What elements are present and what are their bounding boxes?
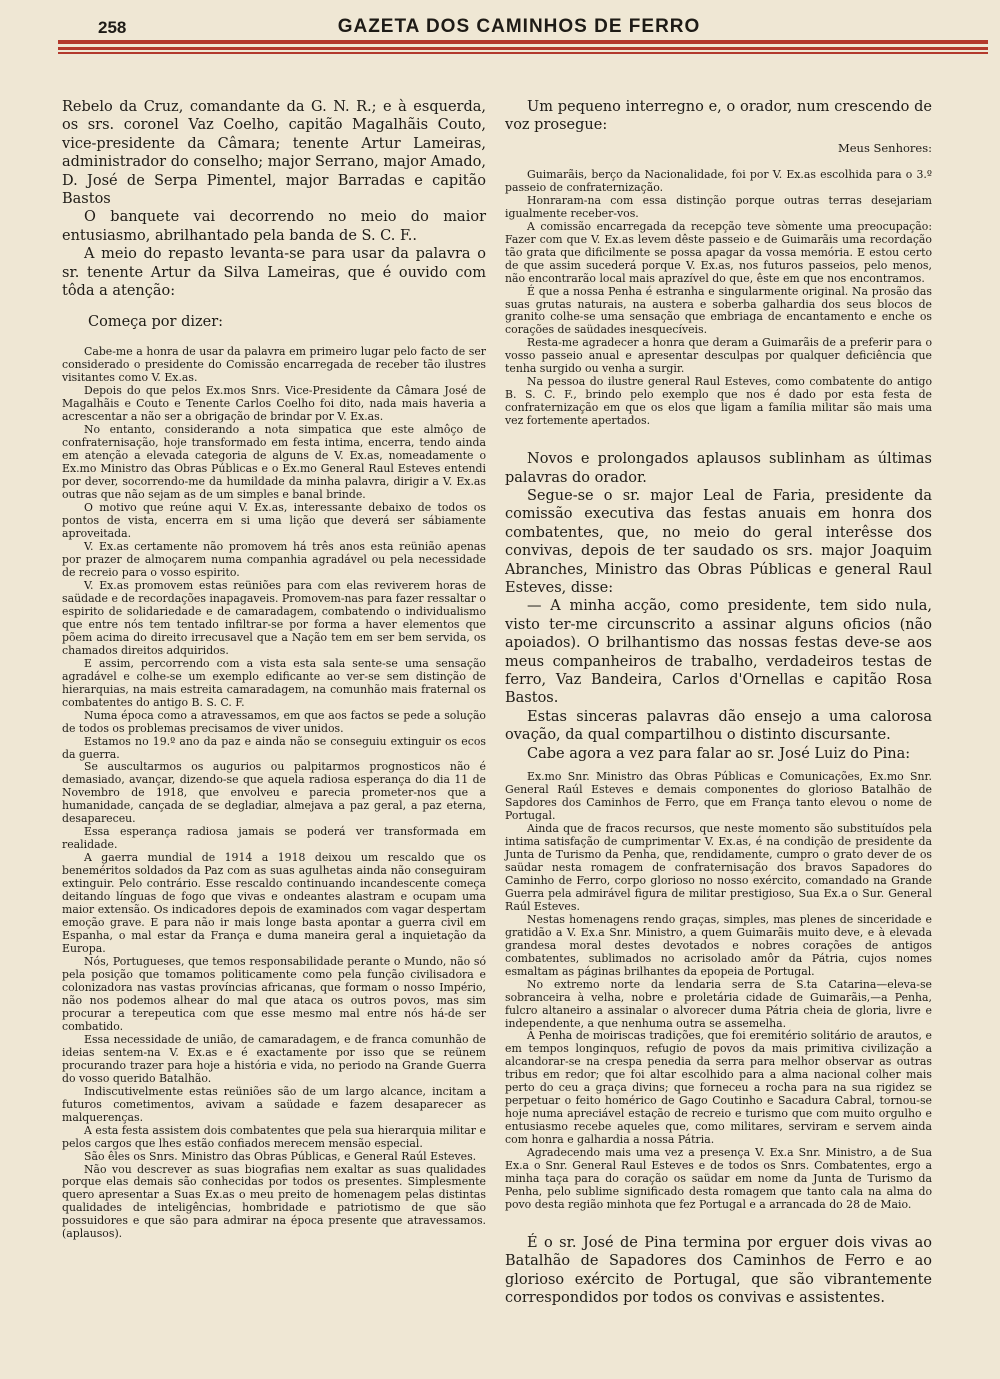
speech-paragraph: No entanto, considerando a nota simpatica que este almôço de confraternisação, hoje transformado em festa intima, encerra, tendo ainda em atenção a elevada categoria de alguns de V. Ex.as, nomeadamente o Ex.mo Ministro das Obras Públicas e o Ex.mo General Raul Esteves entendi por dever, socorrendo-me da humildade da minha palavra, dirigir a V. Ex.as outras que não sejam as de um simples e banal brinde. (62, 423, 486, 502)
narrative-paragraph: Segue-se o sr. major Leal de Faria, presidente da comissão executiva das festas anuais em honra dos combatentes, que, no meio do geral interêsse dos convivas, depois de ter saudado os srs. major Joaquim Abranches, Ministro das Obras Públicas e general Raul Esteves, disse: (505, 488, 932, 597)
comeca-heading: Começa por dizer: (88, 314, 224, 331)
speech-paragraph: A Penha de moiriscas tradições, que foi eremitério solitário de arautos, e em tempos longinquos, refugio de povos da mais primitiva civilização a alcandorar-se na crespa penedia da serra para melhor observar as outras tribus em redor; que foi altar escolhido para a alma nacional colher mais perto do ceu a graça divins; que forneceu a rocha para na sua rigidez se perpetuar o feito homérico de Gago Coutinho e Sacadura Cabral, tornou-se hoje numa apreciável estação de recreio e turismo que com muito orgulho e entusiasmo recebe aqueles que, como militares, serviram e servem ainda com honra e galhardia a nossa Pátria. (505, 1029, 932, 1147)
speech-paragraph: No extremo norte da lendaria serra de S.ta Catarina—eleva-se sobranceira à velha, nobre e proletária cidade de Guimarãis,—a Penha, fulcro altaneiro a assinalar o alvorecer duma Pátria cheia de gloria, livre e independente, a que nenhuma outra se assemelha. (505, 977, 932, 1030)
speech-paragraph: Estamos no 19.º ano da paz e ainda não se conseguiu extinguir os ecos da guerra. (62, 734, 486, 761)
salutation: Meus Senhores: (837, 140, 932, 155)
speech-paragraph: O motivo que reúne aqui V. Ex.as, interessante debaixo de todos os pontos de vista, encerra em si uma lição que deverá ser sábiamente aproveitada. (62, 501, 486, 541)
left-intro-paragraph: Rebelo da Cruz, comandante da G. N. R.; e à esquerda, os srs. coronel Vaz Coelho, capitão Magalhãis Couto, vice-presidente da Câmara; tenente Artur Lameiras, administrador do conselho; major Serrano, major Amado, D. José de Serpa Pimentel, major Barradas e capitão Bastos (62, 99, 486, 208)
speech-paragraph: Numa época como a atravessamos, em que aos factos se pede a solução de todos os problemas precisamos de viver unidos. (62, 708, 486, 735)
speech-paragraph: Depois do que pelos Ex.mos Snrs. Vice-Presidente da Câmara José de Magalhãis e Couto e Tenente Carlos Coelho foi dito, nada mais haveria a acrescentar a não ser a obrigação de brindar por V. Ex.as. (62, 384, 486, 424)
narrative-paragraph: Estas sinceras palavras dão ensejo a uma calorosa ovação, da qual compartilhou o distinto discursante. (505, 708, 932, 744)
right-column (505, 98, 932, 1308)
speech-paragraph: É que a nossa Penha é estranha e singularmente original. Na prosão das suas grutas naturais, na austera e soberba galhardia dos seus blocos de granito colhe-se uma sensação que embriaga de encantamento e enche os corações de saüdades inesquecíveis. (505, 284, 932, 337)
speech-paragraph: Ainda que de fracos recursos, que neste momento são substituídos pela intima satisfação de cumprimentar V. Ex.as, é na condição de presidente da Junta de Turismo da Penha, que, rendidamente, cumpro o grato dever de os saüdar nesta romagem de confraternisação dos bravos Sapadores do Caminho de Ferro, corpo glorioso no nosso exército, comandado na Grande Guerra pela admirável figura de militar prestigioso, Sua Ex.a o Sur. General Raúl Esteves. (505, 821, 932, 913)
speech-paragraph: Resta-me agradecer a honra que deram a Guimarãis de a preferir para o vosso passeio anual e apresentar desculpas por qualquer deficiência que tenha surgido ou venha a surgir. (505, 336, 932, 376)
journal-title: GAZETA DOS CAMINHOS DE FERRO (337, 16, 701, 37)
speech-paragraph: Na pessoa do ilustre general Raul Esteves, como combatente do antigo B. S. C. F., brindo pelo exemplo que nos é dado por esta festa de confraternização em que os elos que ligam a família militar são mais uma vez fortemente apertados. (505, 375, 932, 428)
speech-paragraph: Não vou descrever as suas biografias nem exaltar as suas qualidades porque elas demais são conhecidas por todos os presentes. Simplesmente quero apresentar a Suas Ex.as o meu preito de homenagem pelas distintas qualidades de inteligências, hombridade e patriotismo de que são possuidores e que são para admirar na época presente que atravessamos. (aplausos). (62, 1162, 486, 1241)
speech-paragraph: Agradecendo mais uma vez a presença V. Ex.a Snr. Ministro, a de Sua Ex.a o Snr. General Raul Esteves e de todos os Snrs. Combatentes, ergo a minha taça para do coração os saüdar em nome da Junta de Turismo da Penha, pelo sublime significado desta romagem que tanto cala na alma do povo desta região minhota que fez Portugal e a arrancada do 28 de Maio. (505, 1146, 932, 1212)
page-number: 258 (98, 18, 127, 37)
right-intro-paragraph: Um pequeno interregno e, o orador, num crescendo de voz prosegue: (505, 99, 932, 134)
speech-paragraph: Honraram-na com essa distinção porque outras terras desejariam igualmente receber-vos. (505, 193, 932, 220)
speech-paragraph: Essa esperança radiosa jamais se poderá ver transformada em realidade. (62, 825, 486, 852)
speech-paragraph: Indiscutivelmente estas reüniões são de um largo alcance, incitam a futuros cometimentos, avivam a saüdade e fazem desaparecer as malquerenças. (62, 1084, 486, 1124)
narrative-paragraph: Cabe agora a vez para falar ao sr. José Luiz do Pina: (527, 745, 911, 762)
left-intro-paragraph: A meio do repasto levanta-se para usar da palavra o sr. tenente Artur da Silva Lameiras, que é ouvido com tôda a atenção: (62, 246, 486, 300)
speech-paragraph: Se auscultarmos os augurios ou palpitarmos prognosticos não é demasiado, avançar, dizendo-se que aquela radiosa esperança do dia 11 de Novembro de 1918, que envolveu e parecia prometer-nos que a humanidade, cançada de se degladiar, almejava a paz geral, a paz eterna, desapareceu. (62, 760, 486, 826)
header-rule-top (58, 40, 988, 44)
speech-paragraph: V. Ex.as promovem estas reüniões para com elas reviverem horas de saüdade e de recordações inapagaveis. Promovem-nas para fazer ressaltar o espirito de solidariedade e de camaradagem, combatendo o individualismo que entre nós tem tentado infiltrar-se por forma a haver elementos que põem acima do direito irrecusavel que a Nação tem em ser bem servida, os chamados direitos adquiridos. (62, 578, 486, 657)
narrative-paragraph: Novos e prolongados aplausos sublinham as últimas palavras do orador. (505, 451, 932, 486)
speech-paragraph: A comissão encarregada da recepção teve sòmente uma preocupação: Fazer com que V. Ex.as levem dêste passeio e de Guimarãis uma recordação tão grata que dificilmente se possa apagar da vossa memória. E estou certo de que assim sucederá porque V. Ex.as, nos futuros passeios, pelo menos, não encontrarão local mais aprazível do que, êste em que nos encontramos. (505, 219, 932, 285)
speech-paragraph: A gaerra mundial de 1914 a 1918 deixou um rescaldo que os beneméritos soldados da Paz com as suas agulhetas ainda não conseguiram extinguir. Pelo contrário. Esse rescaldo continuando incandescente começa deitando línguas de fogo que vivas e ondeantes alastram e ocupam uma maior extensão. Os indicadores depois de examinados com vagar despertam emoção grave. E para não ir mais longe basta apontar a guerra civil em Espanha, o mal estar da França e duma maneira geral a inquietação da Europa. (62, 851, 486, 956)
speech-paragraph: E assim, percorrendo com a vista esta sala sente-se uma sensação agradável e colhe-se um exemplo edificante ao ver-se sem distinção de hierarquias, na mais estreita camaradagem, na comunhão mais fraternal os combatentes do antigo B. S. C. F. (62, 656, 486, 709)
speech-paragraph: Guimarãis, berço da Nacionalidade, foi por V. Ex.as escolhida para o 3.º passeio de confraternização. (505, 167, 932, 194)
closing-paragraph: É o sr. José de Pina termina por erguer dois vivas ao Batalhão de Sapadores dos Caminhos de Ferro e ao glorioso exército de Portugal, que são vibrantemente correspondidos por todos os convivas e assistentes. (505, 1235, 932, 1307)
speech-paragraph: Nestas homenagens rendo graças, simples, mas plenes de sinceridade e gratidão a V. Ex.a Snr. Ministro, a quem Guimarãis muito deve, e à elevada grandesa moral destes devotados e nobres corações de antigos combatentes, sublimados no acrisolado amôr da Pátria, cujos nomes esmaltam as páginas brilhantes da epopeia de Portugal. (505, 912, 932, 978)
speech-paragraph: V. Ex.as certamente não promovem há três anos esta reünião apenas por prazer de almoçarem numa companhia agradável ou pela necessidade de recreio para o vosso espirito. (62, 540, 486, 579)
header-rule-middle (58, 47, 988, 50)
speech-paragraph: A esta festa assistem dois combatentes que pela sua hierarquia militar e pelos cargos que lhes estão confiados merecem mensão especial. (62, 1123, 486, 1150)
speech-paragraph: Cabe-me a honra de usar da palavra em primeiro lugar pelo facto de ser considerado o presidente do Comissão encarregada de receber tão ilustres visitantes como V. Ex.as. (62, 345, 486, 385)
speech-paragraph: Ex.mo Snr. Ministro das Obras Públicas e Comunicações, Ex.mo Snr. General Raúl Esteves e demais componentes do glorioso Batalhão de Sapdores dos Caminhos de Ferro, que em França tanto elevou o nome de Portugal. (505, 770, 932, 822)
header-rule-bottom (58, 52, 988, 54)
left-intro-paragraph: O banquete vai decorrendo no meio do maior entusiasmo, abrilhantado pela banda de S. C. F.. (62, 209, 486, 244)
speech-paragraph: Nós, Portugueses, que temos responsabilidade perante o Mundo, não só pela posição que tomamos politicamente como pela função civilisadora e colonizadora nas vastas províncias africanas, que formam o nosso Império, não nos podemos alhear do mal que ataca os outros povos, mas sim procurar a terepeutica com que esse mesmo mal entre nós há-de ser combatido. (62, 955, 486, 1033)
speech-paragraph: São êles os Snrs. Ministro das Obras Públicas, e General Raúl Esteves. (84, 1149, 477, 1163)
narrative-paragraph: — A minha acção, como presidente, tem sido nula, visto ter-me circunscrito a assinar alguns oficios (não apoiados). O brilhantismo das nossas festas deve-se aos meus companheiros de trabalho, verdadeiros testas de ferro, Vaz Bandeira, Carlos d'Ornellas e capitão Rosa Bastos. (505, 598, 932, 707)
speech-paragraph: Essa necessidade de união, de camaradagem, e de franca comunhão de ideias sentem-na V. Ex.as e é exactamente por isso que se reünem procurando trazer para hoje a história e vida, no periodo na Grande Guerra do vosso querido Batalhão. (62, 1032, 486, 1085)
left-column (62, 98, 486, 1241)
